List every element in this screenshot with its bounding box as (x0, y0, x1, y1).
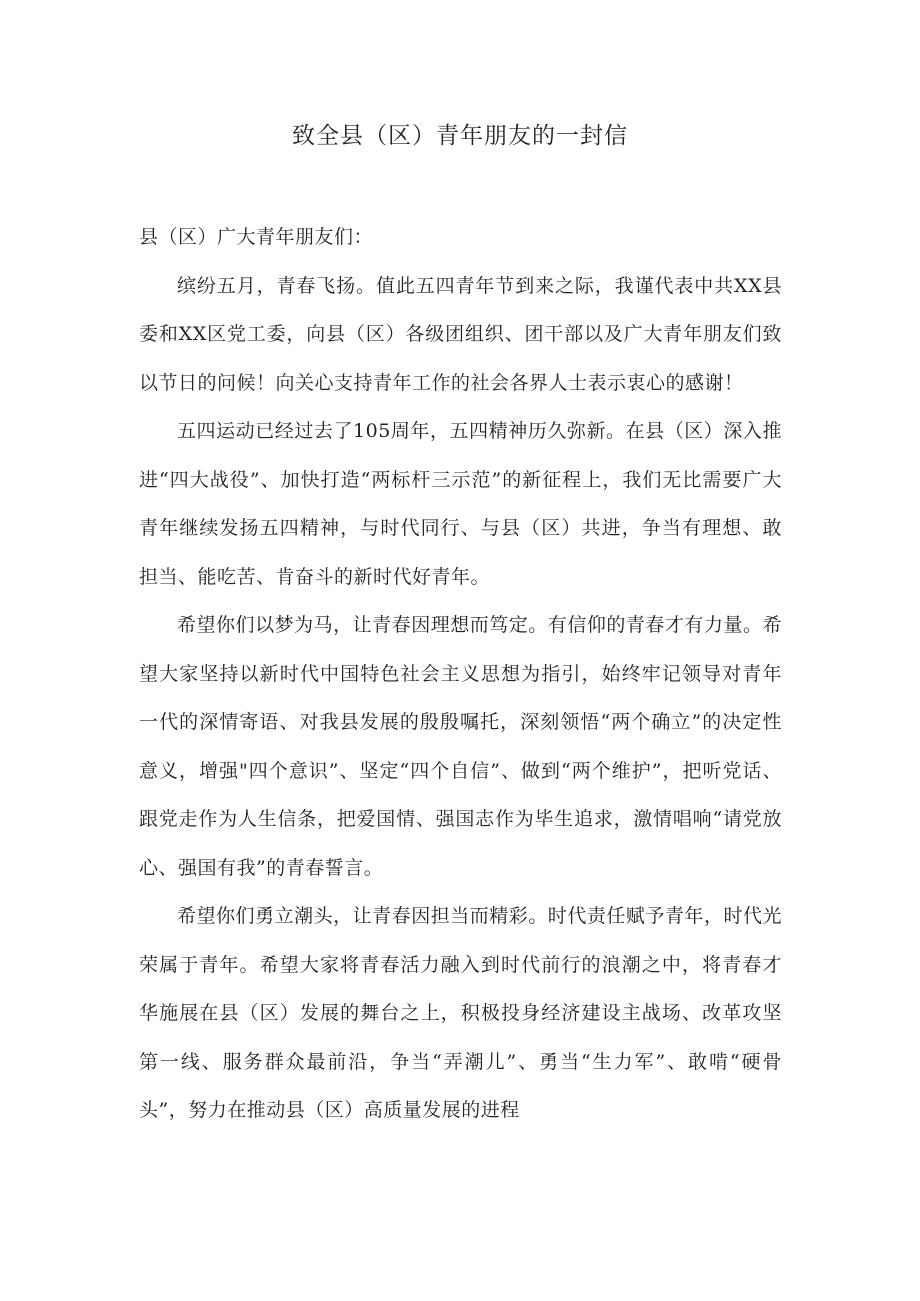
paragraph-2: 五四运动已经过去了105周年，五四精神历久弥新。在县（区）深入推进“四大战役”、加快打造“两标杆三示范”的新征程上，我们无比需要广大青年继续发扬五四精神，与时代同行、与县（区）共进，争当有理想、敢担当、能吃苦、肯奋斗的新时代好青年。 (139, 420, 782, 588)
document-title: 致全县（区）青年朋友的一封信 (292, 123, 628, 149)
paragraph-4: 希望你们勇立潮头，让青春因担当而精彩。时代责任赋予青年，时代光荣属于青年。希望大家将青春活力融入到时代前行的浪潮之中，将青春才华施展在县（区）发展的舞台之上，积极投身经济建设主战场、改革攻坚第一线、服务群众最前沿，争当“弄潮儿”、勇当“生力军”、敢啃“硬骨头”，努力在推动县（区）高质量发展的进程 (139, 905, 782, 1121)
paragraph-1: 缤纷五月，青春飞扬。值此五四青年节到来之际，我谨代表中共XX县委和XX区党工委，向县（区）各级团组织、团干部以及广大青年朋友们致以节日的问候！向关心支持青年工作的社会各界人士表示衷心的感谢！ (139, 274, 782, 394)
letter-body (139, 213, 782, 1135)
paragraph-3: 希望你们以梦为马，让青春因理想而笃定。有信仰的青春才有力量。希望大家坚持以新时代中国特色社会主义思想为指引，始终牢记领导对青年一代的深情寄语、对我县发展的殷殷嘱托，深刻领悟“两个确立”的决定性意义，增强"四个意识”、坚定“四个自信”、做到“两个维护”，把听党话、跟党走作为人生信条，把爱国情、强国志作为毕生追求，激情唱响“请党放心、强国有我”的青春誓言。 (139, 614, 782, 879)
salutation: 县（区）广大青年朋友们： (139, 226, 374, 248)
